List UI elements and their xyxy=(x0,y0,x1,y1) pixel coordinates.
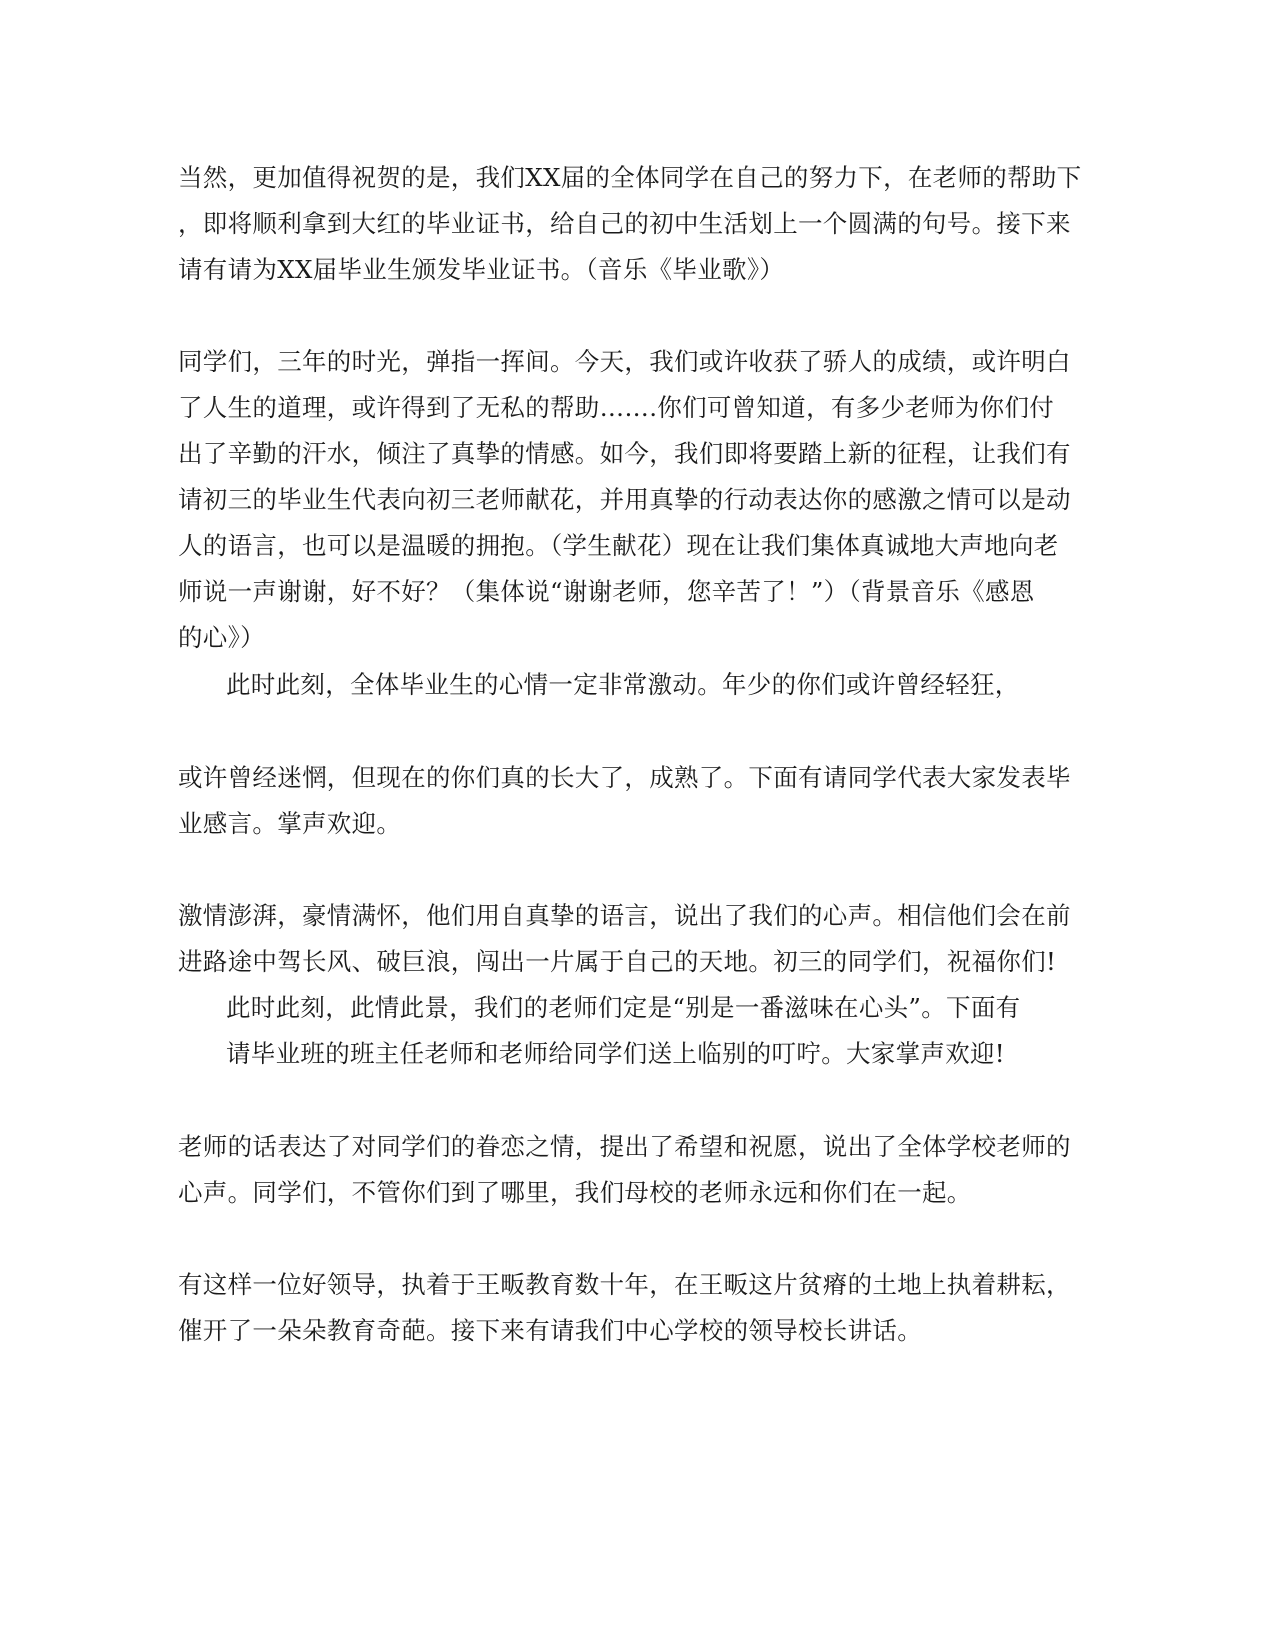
text-line: ，即将顺利拿到大红的毕业证书，给自己的初中生活划上一个圆满的句号。接下来 xyxy=(178,209,1071,238)
text-line: 老师的话表达了对同学们的眷恋之情，提出了希望和祝愿，说出了全体学校老师的 xyxy=(178,1132,1071,1161)
text-line: 业感言。掌声欢迎。 xyxy=(178,809,402,838)
text-line: 或许曾经迷惘，但现在的你们真的长大了，成熟了。下面有请同学代表大家发表毕 xyxy=(178,763,1071,792)
text-line: 请初三的毕业生代表向初三老师献花，并用真挚的行动表达你的感激之情可以是动 xyxy=(178,485,1071,514)
text-line: 了人生的道理，或许得到了无私的帮助…….你们可曾知道，有多少老师为你们付 xyxy=(178,393,1055,422)
text-line: 同学们，三年的时光，弹指一挥间。今天，我们或许收获了骄人的成绩，或许明白 xyxy=(178,347,1071,376)
text-line: 心声。同学们，不管你们到了哪里，我们母校的老师永远和你们在一起。 xyxy=(178,1178,972,1207)
text-line: 有这样一位好领导，执着于王畈教育数十年，在王畈这片贫瘠的土地上执着耕耘， xyxy=(178,1270,1071,1299)
text-line: 进路途中驾长风、破巨浪，闯出一片属于自己的天地。初三的同学们，祝福你们! xyxy=(178,947,1057,976)
text-line: 当然，更加值得祝贺的是，我们XX届的全体同学在自己的努力下，在老师的帮助下 xyxy=(178,163,1082,192)
text-line: 请毕业班的班主任老师和老师给同学们送上临别的叮咛。大家掌声欢迎! xyxy=(226,1039,1005,1068)
text-line: 此时此刻，全体毕业生的心情一定非常激动。年少的你们或许曾经轻狂， xyxy=(226,670,1020,699)
text-line: 催开了一朵朵教育奇葩。接下来有请我们中心学校的领导校长讲话。 xyxy=(178,1316,922,1345)
text-line: 此时此刻，此情此景，我们的老师们定是“别是一番滋味在心头”。下面有 xyxy=(226,993,1021,1022)
text-line: 请有请为XX届毕业生颁发毕业证书。（音乐《毕业歌》） xyxy=(178,255,785,284)
text-line: 师说一声谢谢，好不好？（集体说“谢谢老师，您辛苦了！”）（背景音乐《感恩 xyxy=(178,577,1035,606)
text-line: 的心》） xyxy=(178,623,265,652)
text-line: 出了辛勤的汗水，倾注了真挚的情感。如今，我们即将要踏上新的征程，让我们有 xyxy=(178,439,1071,468)
text-line: 人的语言，也可以是温暖的拥抱。（学生献花）现在让我们集体真诚地大声地向老 xyxy=(178,531,1059,560)
text-line: 激情澎湃，豪情满怀，他们用自真挚的语言，说出了我们的心声。相信他们会在前 xyxy=(178,901,1071,930)
